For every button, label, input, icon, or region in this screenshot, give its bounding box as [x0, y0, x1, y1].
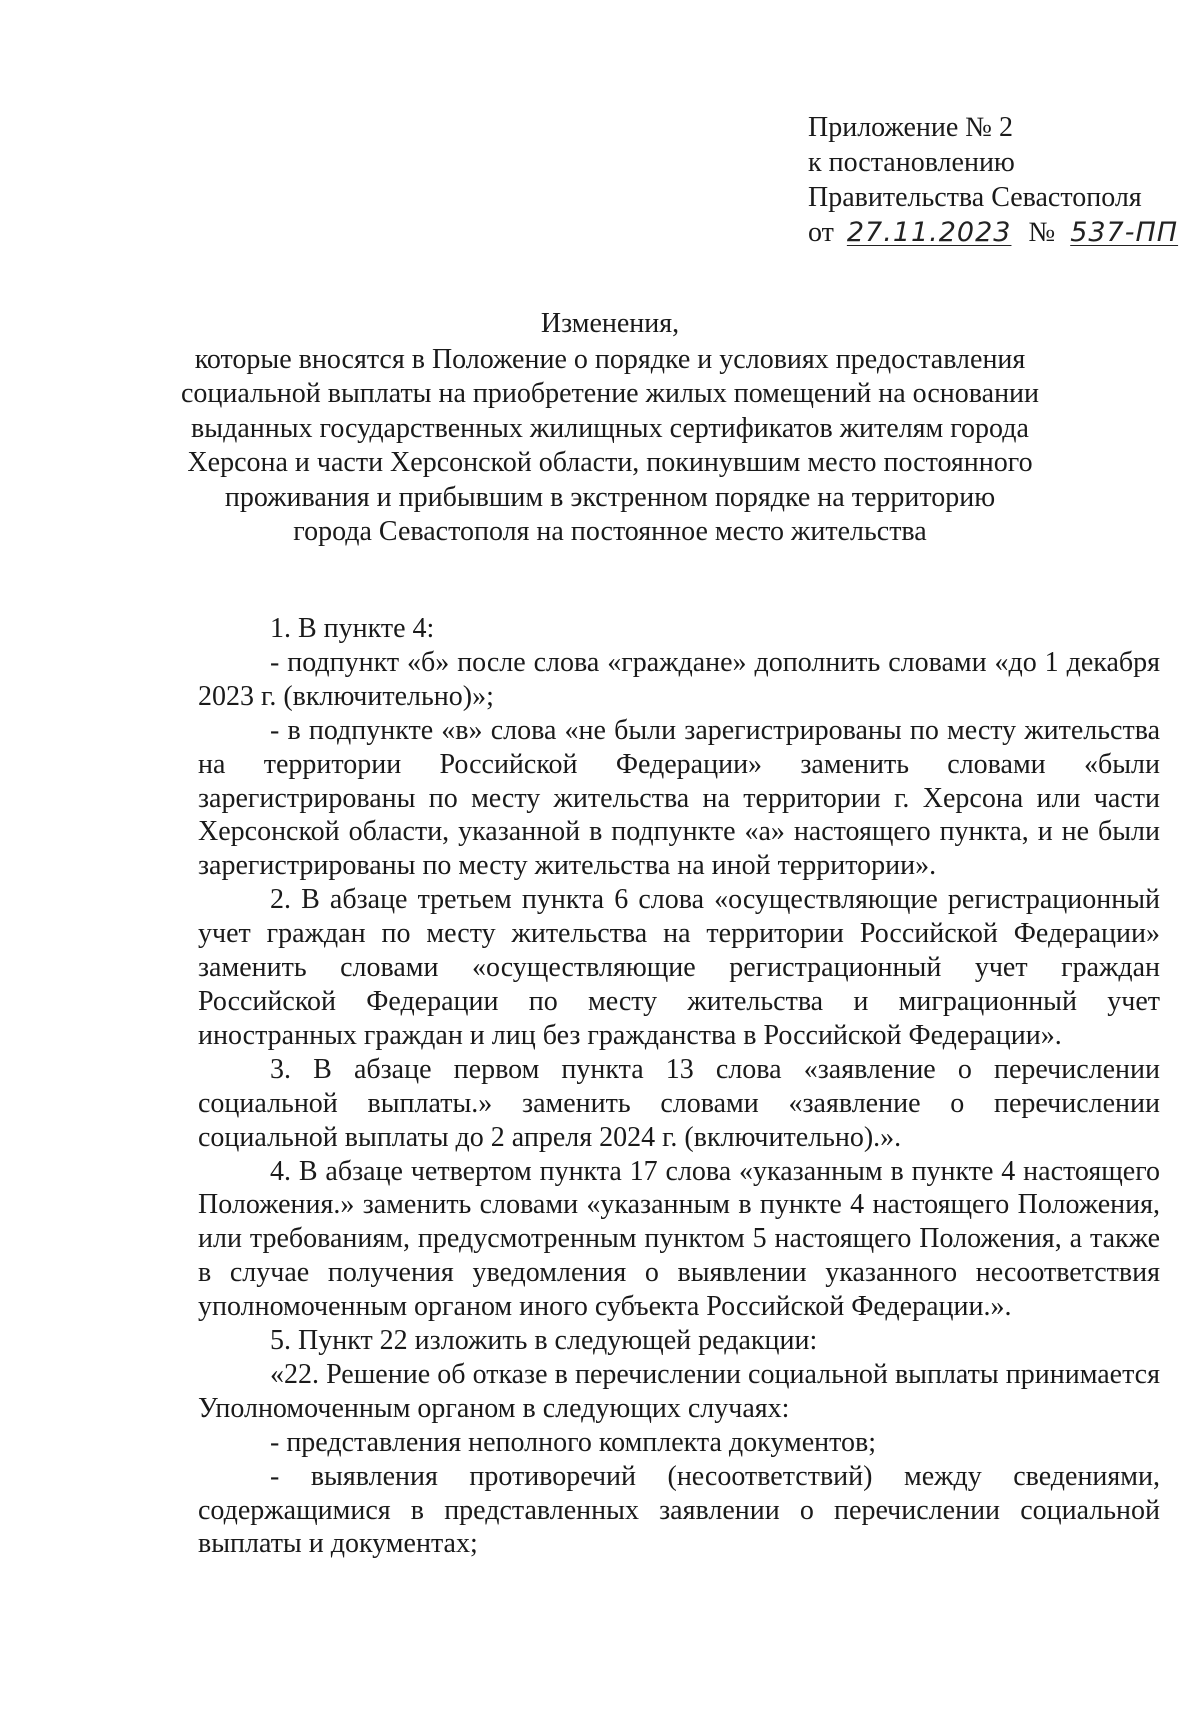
subtitle-line: которые вносятся в Положение о порядке и условиях предоставления: [194, 344, 1026, 375]
subtitle-line: выданных государственных жилищных сертификатов жителям города: [191, 412, 1029, 444]
handwritten-number: 537-ПП: [1070, 217, 1179, 248]
handwritten-date: 27.11.2023: [846, 217, 1012, 248]
clause-22-bullet-2: - выявления противоречий (несоответствий) между сведениями, содержащимися в представленных заявлении о перечислении социальной выплаты и документах;: [198, 1460, 1160, 1560]
document-subtitle: [180, 343, 1040, 549]
item-1-subitem-b: - подпункт «б» после слова «граждане» дополнить словами «до 1 декабря 2023 г. (включительно)»;: [198, 646, 1160, 712]
item-1-subitem-v: - в подпункте «в» слова «не были зарегистрированы по месту жительства на территории Российской Федерации» заменить словами «были зарегистрированы по месту жительства на территории г. Херсона или части Херсонской области, указанной в подпункте «а» настоящего пункта, и не были зарегистрированы по месту жительства на иной территории».: [198, 714, 1160, 882]
annex-title: Приложение № 2: [808, 112, 1013, 143]
item-4-paragraph: 4. В абзаце четвертом пункта 17 слова «указанным в пункте 4 настоящего Положения.» заменить словами «указанным в пункте 4 настоящего Положения, или требованиям, предусмотренным пунктом 5 настоящего Положения, а также в случае получения уведомления о выявлении указанного несоответствия уполномоченным органом иного субъекта Российской Федерации.».: [198, 1155, 1160, 1323]
clause-22-paragraph: «22. Решение об отказе в перечислении социальной выплаты принимается Уполномоченным органом в следующих случаях:: [198, 1358, 1160, 1424]
annex-block: [808, 110, 1188, 250]
item-1-title: 1. В пункте 4:: [270, 613, 435, 644]
item-2-paragraph: 2. В абзаце третьем пункта 6 слова «осуществляющие регистрационный учет граждан по месту жительства на территории Российской Федерации» заменить словами «осуществляющие регистрационный учет граждан Российской Федерации по месту жительства и миграционный учет иностранных граждан и лиц без гражданства в Российской Федерации».: [198, 884, 1160, 1051]
subtitle-line: города Севастополя на постоянное место жительства: [293, 516, 927, 548]
item-5-paragraph: 5. Пункт 22 изложить в следующей редакции:: [270, 1325, 818, 1357]
subtitle-line: проживания и прибывшим в экстренном порядке на территорию: [224, 481, 996, 513]
subtitle-line: Херсона и части Херсонской области, покинувшим место постоянного: [187, 447, 1033, 479]
document-title: Изменения,: [540, 308, 680, 339]
annex-authority: Правительства Севастополя: [808, 182, 1142, 213]
from-label: от: [808, 217, 834, 248]
document-body: [198, 612, 1160, 1561]
subtitle-line: социальной выплаты на приобретение жилых помещений на основании: [180, 378, 1040, 410]
annex-date-number-line: [808, 215, 1188, 250]
number-label: №: [1028, 217, 1056, 248]
annex-reference: к постановлению: [808, 147, 1015, 178]
item-3-paragraph: 3. В абзаце первом пункта 13 слова «заявление о перечислении социальной выплаты.» заменить словами «заявление о перечислении социальной выплаты до 2 апреля 2024 г. (включительно).».: [198, 1053, 1160, 1153]
clause-22-bullet-1: - представления неполного комплекта документов;: [270, 1426, 876, 1458]
